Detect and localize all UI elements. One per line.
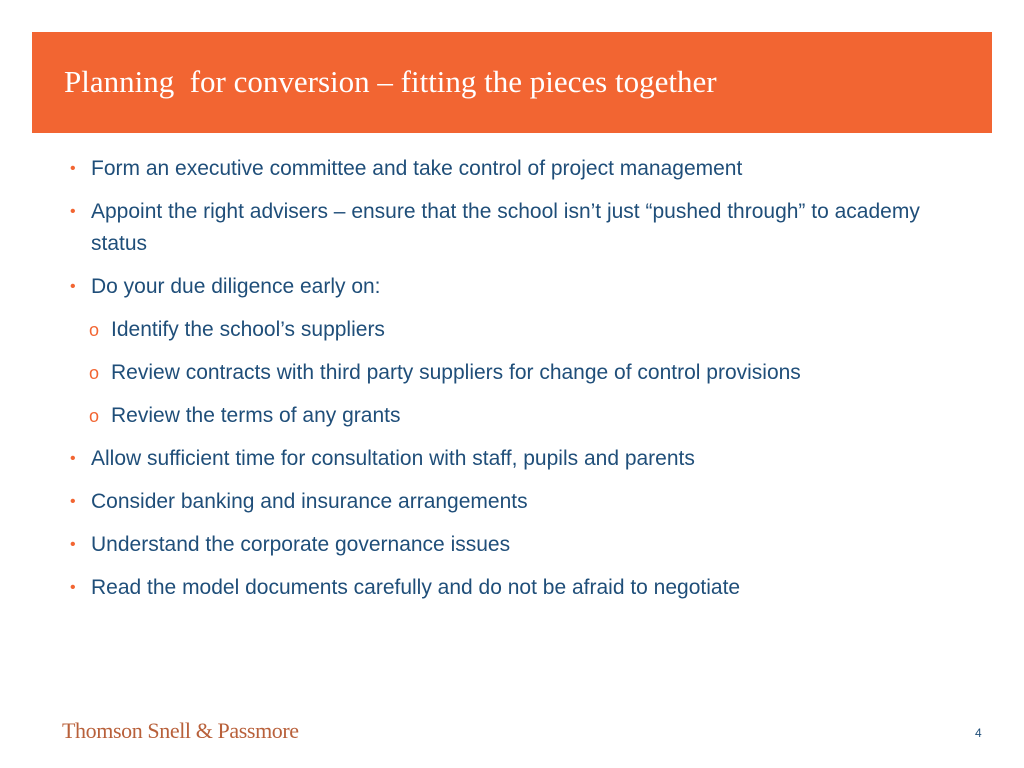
list-item-text: Do your due diligence early on:	[91, 275, 381, 298]
circle-bullet-icon: o	[89, 363, 100, 383]
sub-list-item-text: Review the terms of any grants	[111, 404, 401, 427]
sub-list-item	[70, 357, 970, 389]
bullet-icon: •	[70, 579, 76, 596]
list-item-text: Understand the corporate governance issues	[91, 533, 511, 556]
company-logo: Thomson Snell & Passmore	[62, 718, 299, 743]
list-item-text: Allow sufficient time for consultation with staff, pupils and parents	[91, 447, 695, 470]
bullet-icon: •	[70, 160, 76, 177]
list-item	[70, 196, 970, 260]
title-bar	[32, 32, 992, 133]
bullet-icon: •	[70, 203, 76, 220]
list-item	[70, 443, 970, 475]
list-item	[70, 153, 970, 185]
bullet-icon: •	[70, 450, 76, 467]
circle-bullet-icon: o	[89, 406, 100, 426]
slide-title: Planning for conversion – fitting the pieces together	[64, 64, 717, 99]
page-number: 4	[975, 726, 982, 740]
bullet-icon: •	[70, 493, 76, 510]
sub-list-item	[70, 400, 970, 432]
list-item	[70, 271, 970, 303]
sub-list-item-text: Identify the school’s suppliers	[111, 318, 385, 341]
circle-bullet-icon: o	[89, 320, 100, 340]
bullet-icon: •	[70, 278, 76, 295]
list-item-text: Read the model documents carefully and do not be afraid to negotiate	[91, 576, 741, 599]
list-item-text: Appoint the right advisers – ensure that the school isn’t just “pushed through” to academy status	[91, 200, 920, 255]
sub-list-item	[70, 314, 970, 346]
bullet-list	[70, 153, 970, 615]
list-item-text: Form an executive committee and take control of project management	[91, 157, 743, 180]
list-item	[70, 572, 970, 604]
list-item-text: Consider banking and insurance arrangements	[91, 490, 528, 513]
bullet-icon: •	[70, 536, 76, 553]
list-item	[70, 529, 970, 561]
sub-list-item-text: Review contracts with third party suppliers for change of control provisions	[111, 361, 801, 384]
list-item	[70, 486, 970, 518]
